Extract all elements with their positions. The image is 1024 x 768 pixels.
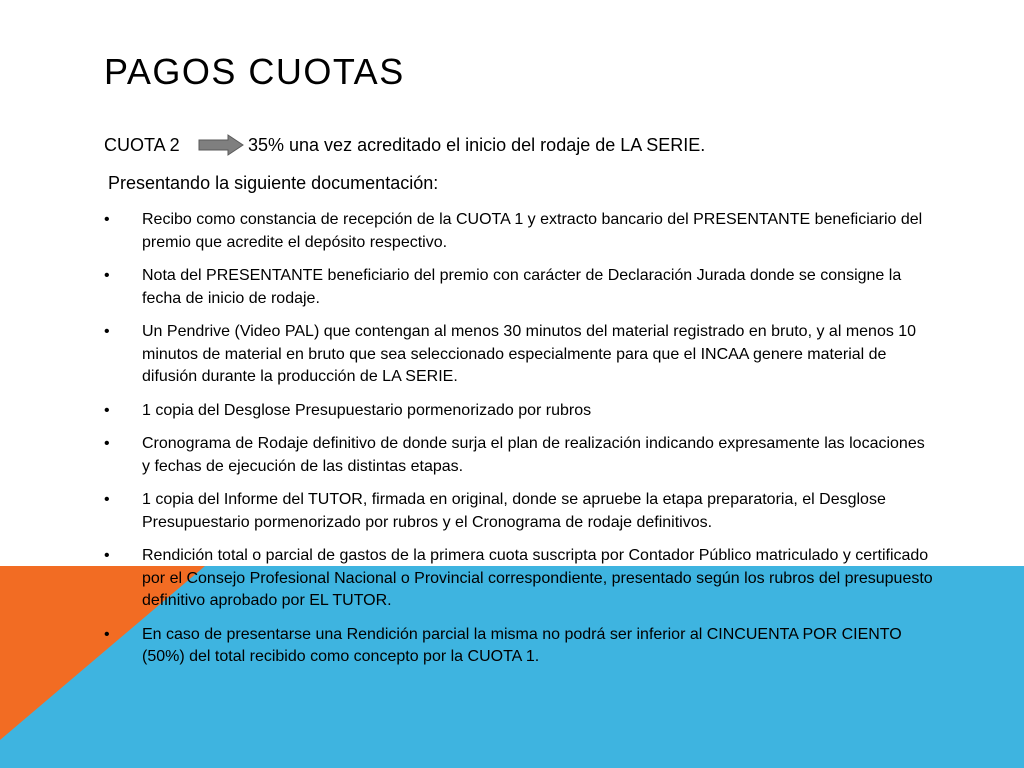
list-item <box>104 321 934 389</box>
bullet-icon: • <box>104 491 110 508</box>
list-item-text: Cronograma de Rodaje definitivo de donde surja el plan de realización indicando expresamente las locaciones y fechas de ejecución de las distintas etapas. <box>142 435 925 475</box>
documentation-heading: Presentando la siguiente documentación: <box>108 173 439 193</box>
list-item <box>104 400 934 423</box>
list-item-text: 1 copia del Desglose Presupuestario pormenorizado por rubros <box>142 401 592 419</box>
cuota-description: 35% una vez acreditado el inicio del rodaje de LA SERIE. <box>248 135 706 155</box>
right-arrow-icon <box>198 134 244 156</box>
list-item-text: Nota del PRESENTANTE beneficiario del premio con carácter de Declaración Jurada donde se consigne la fecha de inicio de rodaje. <box>142 267 902 307</box>
list-item <box>104 433 934 478</box>
list-item-text: Un Pendrive (Video PAL) que contengan al menos 30 minutos del material registrado en bruto, y al menos 10 minutos de material en bruto que sea seleccionado especialmente para que el INCAA genere material de difusión durante la producción de LA SERIE. <box>142 323 917 385</box>
list-item-text: 1 copia del Informe del TUTOR, firmada en original, donde se apruebe la etapa preparatoria, el Desglose Presupuestario pormenorizado por rubros y el Cronograma de rodaje definitivos. <box>142 491 886 531</box>
bullet-icon: • <box>104 625 110 643</box>
bullet-icon: • <box>104 401 110 419</box>
list-item-text: En caso de presentarse una Rendición parcial la misma no podrá ser inferior al CINCUENTA POR CIENTO (50%) del total recibido como concepto por la CUOTA 1. <box>142 625 902 665</box>
list-item <box>104 209 934 254</box>
list-item <box>104 545 934 613</box>
list-item <box>104 624 934 669</box>
bullet-icon: • <box>104 435 110 452</box>
cuota-label: CUOTA 2 <box>104 135 180 155</box>
slide-title: PAGOS CUOTAS <box>104 51 405 92</box>
documentation-list <box>104 209 934 680</box>
bullet-icon: • <box>104 323 110 340</box>
list-item-text: Rendición total o parcial de gastos de la primera cuota suscripta por Contador Público matriculado y certificado por el Consejo Profesional Nacional o Provincial correspondiente, presentado según los rubros del presupuesto definitivo aprobado por EL TUTOR. <box>142 547 933 609</box>
list-item <box>104 265 934 310</box>
list-item-text: Recibo como constancia de recepción de la CUOTA 1 y extracto bancario del PRESENTANTE beneficiario del premio que acredite el depósito respectivo. <box>142 211 923 251</box>
bullet-icon: • <box>104 267 110 284</box>
list-item <box>104 489 934 534</box>
bullet-icon: • <box>104 547 110 564</box>
bullet-icon: • <box>104 211 110 228</box>
